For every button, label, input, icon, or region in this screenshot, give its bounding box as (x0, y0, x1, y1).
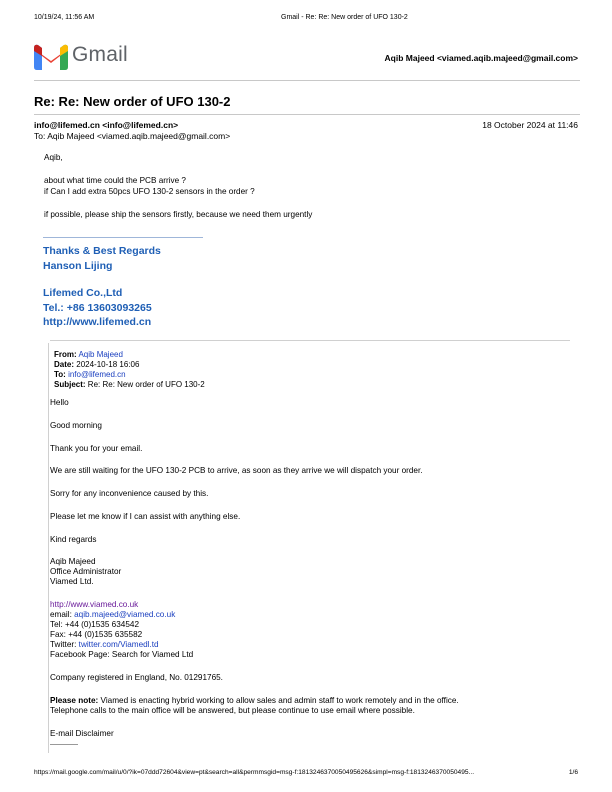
company-registration: Company registered in England, No. 01291765. (50, 673, 223, 682)
sender: info@lifemed.cn <info@lifemed.cn> (34, 120, 179, 130)
signature-regards: Thanks & Best Regards (43, 245, 161, 257)
quoted-sig-tel: Tel: +44 (0)1535 634542 (50, 620, 139, 629)
gmail-wordmark: Gmail (72, 43, 128, 66)
quote-divider (50, 340, 570, 341)
quoted-sig-name: Aqib Majeed (50, 557, 96, 566)
quoted-sig-twitter-link[interactable]: twitter.com/Viamedl.td (78, 640, 159, 649)
print-datetime: 10/19/24, 11:56 AM (34, 14, 95, 21)
signature-name: Hanson Lijing (43, 260, 113, 272)
quoted-subject: Subject: Re: Re: New order of UFO 130-2 (54, 380, 205, 389)
hybrid-note-line2: Telephone calls to the main office will be answered, but please continue to use email where possible. (50, 706, 415, 715)
message-date: 18 October 2024 at 11:46 (482, 120, 578, 130)
body-line: if Can I add extra 50pcs UFO 130-2 sensors in the order ? (44, 187, 255, 196)
quoted-from-link[interactable]: Aqib Majeed (78, 350, 123, 359)
quoted-sig-fax: Fax: +44 (0)1535 635582 (50, 630, 143, 639)
gmail-m-icon (34, 44, 68, 70)
header-divider (34, 80, 580, 81)
quoted-sig-company: Viamed Ltd. (50, 577, 94, 586)
quoted-body-line: Good morning (50, 421, 102, 430)
quote-bar (48, 343, 49, 753)
account-email: Aqib Majeed <viamed.aqib.majeed@gmail.com> (384, 53, 578, 63)
signature-company: Lifemed Co.,Ltd (43, 287, 123, 299)
print-page-number: 1/6 (568, 769, 578, 776)
quoted-sig-twitter: Twitter: twitter.com/Viamedl.td (50, 640, 159, 649)
thread-subject: Re: Re: New order of UFO 130-2 (34, 94, 231, 109)
quoted-to-link[interactable]: info@lifemed.cn (68, 370, 126, 379)
quoted-sig-email-link[interactable]: aqib.majeed@viamed.co.uk (74, 610, 176, 619)
recipient: To: Aqib Majeed <viamed.aqib.majeed@gmail.com> (34, 131, 231, 141)
hybrid-note: Please note: Viamed is enacting hybrid working to allow sales and admin staff to work remotely and in the office. (50, 696, 459, 705)
print-page-title: Gmail - Re: Re: New order of UFO 130-2 (281, 14, 408, 21)
body-line: if possible, please ship the sensors firstly, because we need them urgently (44, 210, 313, 219)
disclaimer-heading: E-mail Disclaimer (50, 729, 114, 738)
quoted-sig-website-link[interactable]: http://www.viamed.co.uk (50, 600, 139, 609)
print-url: https://mail.google.com/mail/u/0/?ik=07ddd72604&view=pt&search=all&permmsgid=msg-f:1813246370050495626&simpl=msg-f:1813246370050495... (34, 769, 475, 776)
quoted-sig-email: email: aqib.majeed@viamed.co.uk (50, 610, 176, 619)
quoted-body-line: We are still waiting for the UFO 130-2 PCB to arrive, as soon as they arrive we will dispatch your order. (50, 466, 423, 475)
quoted-sig-facebook: Facebook Page: Search for Viamed Ltd (50, 650, 194, 659)
quoted-from: From: Aqib Majeed (54, 350, 123, 359)
subject-divider (34, 114, 580, 115)
quoted-body-line: Hello (50, 398, 69, 407)
quoted-body-line: Thank you for your email. (50, 444, 143, 453)
body-line: about what time could the PCB arrive ? (44, 176, 186, 185)
disclaimer-rule (50, 744, 78, 745)
body-line: Aqib, (44, 153, 63, 162)
quoted-body-line: Please let me know if I can assist with anything else. (50, 512, 241, 521)
signature-tel: Tel.: +86 13603093265 (43, 302, 152, 314)
signature-website-link[interactable]: http://www.lifemed.cn (43, 316, 152, 328)
quoted-sig-title: Office Administrator (50, 567, 122, 576)
quoted-body-line: Kind regards (50, 535, 97, 544)
quoted-body-line: Sorry for any inconvenience caused by this. (50, 489, 209, 498)
quoted-to: To: info@lifemed.cn (54, 370, 126, 379)
quoted-date: Date: 2024-10-18 16:06 (54, 360, 140, 369)
signature-divider (43, 237, 203, 238)
